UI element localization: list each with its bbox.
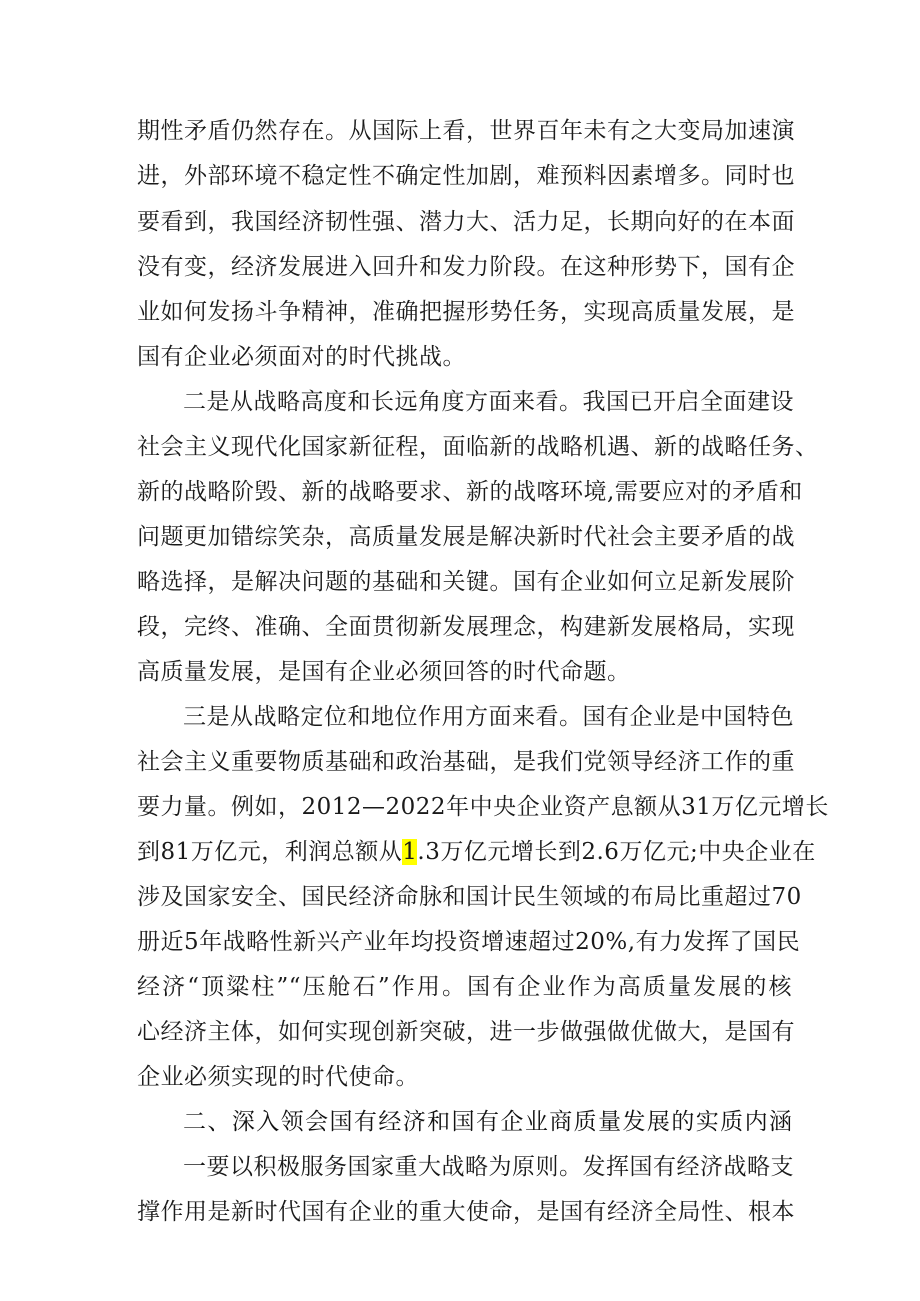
paragraph-line: 社会主义重要物质基础和政治基础，是我们党领导经济工作的重 [137, 749, 795, 775]
paragraph-line: 国有企业必须面对的时代挑战。 [137, 344, 466, 370]
paragraph-line: 期性矛盾仍然存在。从国际上看，世界百年未有之大变局加速演 [137, 118, 795, 144]
line-segment: .3万亿元增长到2.6万亿元;中央企业在 [417, 839, 816, 865]
paragraph-line: 要力量。例如，2012—2022年中央企业资产息额从31万亿元增长 [137, 794, 829, 820]
paragraph-line: 新的战略阶毁、新的战略要求、新的战喀环境,需要应对的矛盾和 [137, 479, 803, 505]
paragraph-line [137, 836, 816, 868]
paragraph-line: 高质量发展，是国有企业必须回答的时代命题。 [137, 659, 631, 685]
paragraph-line: 问题更加错综笑杂，高质量发展是解决新时代社会主要矛盾的战 [137, 524, 795, 550]
paragraph-line: 段，完终、准确、全面贯彻新发展理念，构建新发展格局，实现 [137, 614, 795, 640]
paragraph-line: 没有变，经济发展进入回升和发力阶段。在这种形势下，国有企 [137, 254, 795, 280]
section-heading: 二、深入领会国有经济和国有企业商质量发展的实质内涵 [183, 1109, 792, 1135]
paragraph-line: 企业必须实现的时代使命。 [137, 1064, 419, 1090]
paragraph-line: 经济“顶粱柱”“压舱石”作用。国有企业作为高质量发展的核 [137, 974, 792, 1000]
paragraph-line: 业如何发扬斗争精神，准确把握形势任务，实现高质量发展，是 [137, 299, 795, 325]
paragraph-line: 社会主义现代化国家新征程，面临新的战略机遇、新的战略任务、 [137, 434, 819, 460]
paragraph-line: 要看到，我国经济韧性强、潜力大、活力足，长期向好的在本面 [137, 209, 795, 235]
paragraph-line: 册近5年战略性新兴产业年均投资增速超过20%,有力发挥了国民 [137, 929, 801, 955]
paragraph-line: 二是从战略高度和长远角度方面来看。我国已开启全面建设 [183, 389, 794, 415]
paragraph-line: 略选择，是解决问题的基础和关键。国有企业如何立足新发展阶 [137, 569, 795, 595]
paragraph-line: 一要以积极服务国家重大战略为原则。发挥国有经济战略支 [183, 1154, 794, 1180]
line-segment: 到81万亿元，利润总额从 [137, 839, 403, 865]
paragraph-line: 三是从战略定位和地位作用方面来看。国有企业是中国特色 [183, 704, 794, 730]
paragraph-line: 心经济主体，如何实现创新突破，进一步做强做优做大，是国有 [137, 1019, 795, 1045]
paragraph-line: 进，外部环境不稳定性不确定性加剧，难预料因素增多。同时也 [137, 163, 795, 189]
highlighted-text: 1 [402, 839, 418, 865]
paragraph-line: 涉及国家安全、国民经济命脉和国计民生领域的布局比重超过70 [137, 884, 802, 910]
paragraph-line: 撑作用是新时代国有企业的重大使命，是国有经济全局性、根本 [137, 1199, 795, 1225]
